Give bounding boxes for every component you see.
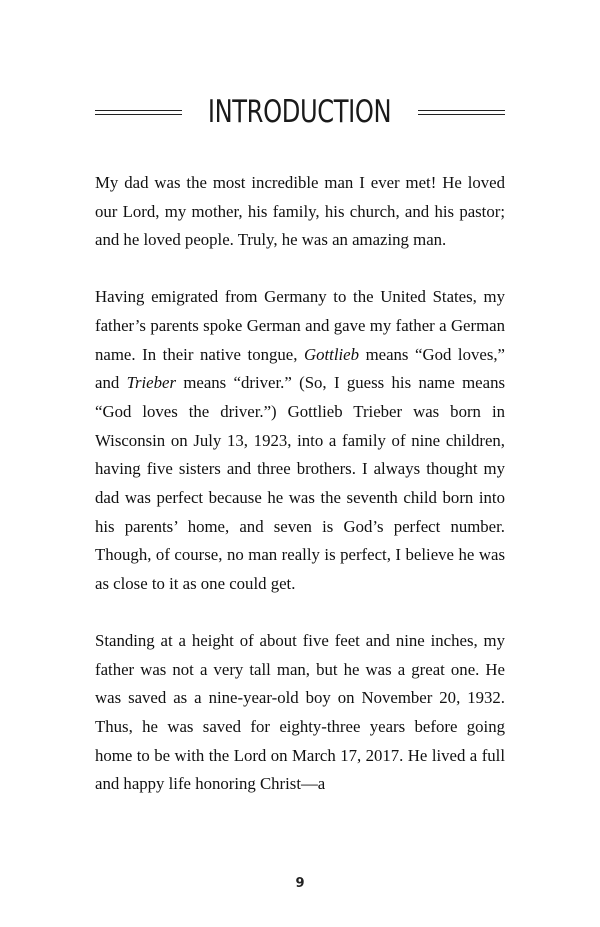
chapter-title: INTRODUCTION (208, 93, 392, 130)
italic-word-trieber: Trieber (126, 373, 176, 393)
right-double-rule (418, 109, 505, 116)
paragraph-1: My dad was the most incredible man I ever met! He loved our Lord, my mother, his family, his church, and his pastor; and he loved people. Truly, he was an amazing man. (95, 173, 505, 250)
chapter-header (95, 92, 505, 132)
paragraph-2 (95, 283, 505, 599)
left-double-rule (95, 109, 182, 116)
paragraph-2-part-2: means “God loves,” and (95, 344, 505, 393)
paragraph-3: Standing at a height of about five feet and nine inches, my father was not a very tall man, but he was a great one. He was saved as a nine-year-old boy on November 20, 1932. Thus, he was saved for eighty-three years before going home to be with the Lord on March 17, 2017. He lived a full and happy life honoring Christ—a (95, 630, 505, 794)
body-text (95, 169, 505, 799)
page-number: 9 (295, 876, 305, 891)
paragraph-2-part-3: means “driver.” (So, I guess his name means “God loves the driver.”) Gottlieb Trieber was born in Wisconsin on July 13, 1923, into a family of nine children, having five sisters and three brothers. I always thought my dad was perfect because he was the seventh child born into his parents’ home, and seven is God’s perfect number. Though, of course, no man really is perfect, I believe he was as close to it as one could get. (95, 373, 505, 594)
italic-word-gottlieb: Gottlieb (304, 344, 359, 364)
paragraph-2-part-1: Having emigrated from Germany to the United States, my father’s parents spoke German and gave my father a German name. In their native tongue, (95, 287, 505, 364)
